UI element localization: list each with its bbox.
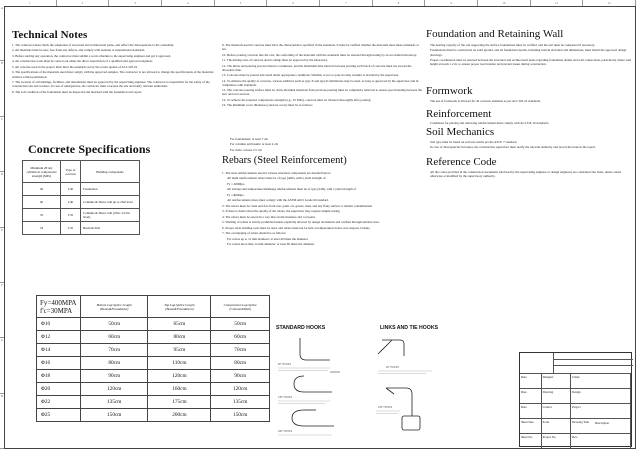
technical-note-item: 3. Before starting any operation, the contractor must submit a work schedule to the supervising engineer and get it approved. bbox=[12, 53, 171, 58]
foundation-note-item: The bearing capacity of the soil supporting the surface foundations must be verified, and the soil must be compacted if necessary. bbox=[430, 43, 595, 47]
splice-bottom-length: 150cm bbox=[81, 409, 148, 422]
spec-type: C35 bbox=[61, 222, 81, 235]
hook-180-label: 180° HOOKS bbox=[278, 430, 293, 433]
splice-top-length: 95cm bbox=[148, 344, 211, 357]
rebar-note-item: For rebars up to 12 mm diameter: at least 40 times the diameter bbox=[227, 236, 308, 241]
reference-code-title: Reference Code bbox=[426, 156, 497, 168]
hook-135-label: 135° HOOKS bbox=[278, 396, 293, 399]
sheet-row-letter: D bbox=[0, 172, 4, 227]
spec-component: Beam & Slab bbox=[81, 222, 140, 235]
splice-row bbox=[37, 357, 270, 370]
splice-top-length: 160cm bbox=[148, 383, 211, 396]
technical-note-item: 10- Before pouring concrete into the cast, the conformity of the materials with the standards must be ensured through testing by an accredited laboratory. bbox=[222, 52, 417, 57]
spec-strength: 40 bbox=[23, 196, 61, 209]
spec-type: C35 bbox=[61, 209, 81, 222]
splice-top-length: 200cm bbox=[148, 409, 211, 422]
sheet-col-number: 2 bbox=[57, 0, 110, 6]
splice-top-length: 65cm bbox=[148, 318, 211, 331]
soil-note-item: In case of discrepancies in tissues, the construction supervisor must notify the relevant authority and record the issue in the report. bbox=[430, 145, 596, 150]
sheet-col-number: 7 bbox=[320, 0, 373, 6]
splice-compression-length: 70cm bbox=[211, 344, 270, 357]
spec-component: Columns & Shear wall (25m -54 5m level) bbox=[81, 209, 140, 222]
rebar-note-item: 6- Proper rebar bending tools must be used, and rebars must not be bent at temperatures below zero degrees Celsius. bbox=[222, 225, 371, 230]
splice-compression-length: 135cm bbox=[211, 396, 270, 409]
title-block-cell: Project bbox=[571, 404, 631, 418]
technical-note-item: 13- Concrete must be poured and cured under appropriate conditions. Whether or not to pour in rainy weather is decided by the supervisor. bbox=[222, 73, 399, 78]
sheet-row-letter: C bbox=[0, 117, 4, 172]
splice-row bbox=[37, 383, 270, 396]
foundation-note-item: Proper coordination must be ensured between the structural and architectural plans regarding foundation details and wall connections, particularly where wall height exceeds 1.2 m, to ensure proper load transfer and prevent issues during construction. bbox=[430, 58, 632, 67]
splice-compression-length: 80cm bbox=[211, 357, 270, 370]
sheet-col-number: 11 bbox=[531, 0, 584, 6]
technical-note-item: 16- The minimum cover thickness (concrete cover) must be as follows: bbox=[222, 103, 313, 108]
splice-compression-length: 90cm bbox=[211, 370, 270, 383]
title-block-cell: Rev. bbox=[571, 434, 631, 448]
concrete-specifications-title: Concrete Specifications bbox=[28, 142, 151, 156]
technical-note-item: 7. The location of all buildings, facilities, and installations must be approved by the supervising engineer. The contractor is responsible for the safety of the construction site and workers. In case of emergencies, the contractor must evacuate the site and notify relevant authorities. bbox=[12, 80, 210, 89]
splice-header-bottom: Bottom Lap Splice Length (Beam&Foundation) bbox=[81, 296, 148, 318]
hook-90-label: 90° HOOKS bbox=[278, 363, 291, 366]
title-block-cell: Scale bbox=[542, 419, 571, 433]
rebar-note-item: 5- Welding of rebars is strictly prohibited unless explicitly allowed by design documents and verified through suitable tests. bbox=[222, 220, 380, 225]
standard-hooks-title: STANDARD HOOKS bbox=[276, 325, 326, 331]
technical-note-item: 4. All construction work must be carried out under the direct supervision of a qualified and approved engineer. bbox=[12, 59, 153, 64]
rebar-note-item: All stirrups and temperature/shrinkage reinforcements must be of type (AIII), with a yield strength of bbox=[227, 187, 357, 192]
tie-hooks-drawing bbox=[372, 332, 444, 437]
rebar-note-item: 3- If there is doubt about the quality of the rebars, the supervisor may request sample testing. bbox=[222, 209, 341, 214]
rebar-note-item: All reinforcement rebars must comply with the ASTM A615 Grade 60 standard. bbox=[227, 198, 329, 203]
hook-90-shape bbox=[300, 338, 330, 360]
splice-bottom-length: 50cm bbox=[81, 318, 148, 331]
sheet-row-letter: B bbox=[0, 61, 4, 116]
technical-note-item: 11- The mixing ratio of concrete and its slump must be approved by the laboratory. bbox=[222, 58, 328, 63]
technical-notes-title: Technical Notes bbox=[12, 29, 88, 41]
splice-bottom-length: 135cm bbox=[81, 396, 148, 409]
title-block-cell: Designer bbox=[542, 374, 571, 388]
splice-top-length: 175cm bbox=[148, 396, 211, 409]
title-block-cell: Date bbox=[520, 404, 542, 418]
soil-mechanics-notes bbox=[430, 140, 632, 151]
technical-note-item: 2. All materials must be new, free from any defects, and comply with national or international standards. bbox=[12, 48, 146, 53]
hook-135-shape bbox=[294, 376, 332, 392]
title-block-row bbox=[520, 418, 631, 433]
rebar-note-item: Fy =400Mpa bbox=[227, 192, 244, 197]
title-block-cell: Project No. bbox=[542, 434, 571, 448]
splice-row bbox=[37, 344, 270, 357]
splice-bottom-length: 120cm bbox=[81, 383, 148, 396]
sheet-col-number: 5 bbox=[215, 0, 268, 6]
spec-type: C30 bbox=[61, 183, 81, 196]
rebar-note-item: 2- The rebars must be clean and free from rust, paint, oil, grease, mud, and any flaky surface or similar contamination. bbox=[222, 203, 373, 208]
rebars-title: Rebars (Steel Reinforcement) bbox=[222, 155, 347, 166]
lap-splice-table bbox=[36, 295, 270, 422]
title-block-cell: Drawing Title bbox=[571, 419, 631, 433]
sheet-col-number: 1 bbox=[4, 0, 57, 6]
sheet-col-number: 9 bbox=[425, 0, 478, 6]
splice-bottom-length: 70cm bbox=[81, 344, 148, 357]
foundation-title: Foundation and Retaining Wall bbox=[426, 28, 564, 40]
splice-header-strength bbox=[37, 296, 81, 318]
soil-mechanics-title: Soil Mechanics bbox=[426, 126, 495, 138]
splice-bar-diameter: Φ10 bbox=[37, 318, 81, 331]
tie-90-label: 90° HOOKS bbox=[386, 366, 399, 369]
sheet-row-letter: G bbox=[0, 338, 4, 393]
spec-header-components: Building components bbox=[81, 161, 140, 183]
rebar-note-item: 1- The steel reinforcements used in various structural components are detailed below: bbox=[222, 171, 332, 175]
title-block-revisions bbox=[520, 353, 631, 373]
title-block-cell: Date bbox=[520, 374, 542, 388]
title-block-cell: Date bbox=[520, 389, 542, 403]
reference-note-item: All the codes provided in the construction documents (declared by the supervising engineer or design engineer) are considered the basis, unless stated otherwise or modified by the supervisory authority. bbox=[430, 170, 622, 179]
technical-note-item: 8. The soil condition of the foundation must be inspected and matched with the foundation soil report. bbox=[12, 89, 143, 94]
splice-top-length: 80cm bbox=[148, 331, 211, 344]
technical-note-item: 5. All concrete used in the project must meet the standards set by the recent update of ACI-318-19. bbox=[12, 64, 138, 69]
technical-notes-column-1 bbox=[12, 43, 218, 95]
splice-bottom-length: 80cm bbox=[81, 357, 148, 370]
spec-component: Foundation bbox=[81, 183, 140, 196]
rebar-note-item: 4- The rebars must be stored in a way that avoids moisture and corrosion. bbox=[222, 214, 316, 219]
splice-bottom-length: 60cm bbox=[81, 331, 148, 344]
title-block-cell: Control bbox=[542, 404, 571, 418]
sheet-col-number: 10 bbox=[478, 0, 531, 6]
rebars-notes bbox=[222, 171, 422, 248]
title-block-row bbox=[520, 403, 631, 418]
formwork-notes bbox=[430, 99, 632, 104]
title-block-cell: Client bbox=[571, 374, 631, 388]
tie-135-label: 135° HOOKS bbox=[378, 406, 393, 409]
spec-strength: 35 bbox=[23, 209, 61, 222]
splice-row bbox=[37, 370, 270, 383]
splice-bar-diameter: Φ16 bbox=[37, 357, 81, 370]
splice-row bbox=[37, 409, 270, 422]
splice-compression-length: 50cm bbox=[211, 318, 270, 331]
splice-row bbox=[37, 396, 270, 409]
splice-row bbox=[37, 331, 270, 344]
splice-compression-length: 150cm bbox=[211, 409, 270, 422]
title-block-cell: Sheet No. bbox=[520, 434, 542, 448]
tie-90-shape bbox=[382, 340, 404, 356]
cover-thickness-item: For foundations: at least 7 cm bbox=[230, 137, 268, 141]
title-block-row bbox=[520, 373, 631, 388]
technical-note-item: 15- The concrete pouring surface must be clean. Residual materials from previous pouring must be completely removed to ensure good bonding between the new and old concrete. bbox=[222, 88, 422, 97]
splice-compression-length: 120cm bbox=[211, 383, 270, 396]
splice-bar-diameter: Φ12 bbox=[37, 331, 81, 344]
rebar-note-item: Fy = 400Mpa bbox=[227, 181, 245, 186]
spec-row bbox=[23, 222, 140, 235]
title-block-row bbox=[520, 388, 631, 403]
sheet-col-number: 6 bbox=[267, 0, 320, 6]
splice-header-compression: Compression Lap Splice (Column&Wall) bbox=[211, 296, 270, 318]
cover-thickness-list bbox=[230, 137, 420, 153]
splice-header-top: Top Lap Splice Length (Beam&Foundation) bbox=[148, 296, 211, 318]
sheet-row-letter: H bbox=[0, 394, 4, 449]
spec-component: Columns & Shear wall up to 25m level bbox=[81, 196, 140, 209]
reinforcement-note-item: Conditions for placing and removing reinforcement must comply with ACI 318-19 standards. bbox=[430, 121, 550, 125]
title-block-cell: Drawing bbox=[542, 389, 571, 403]
concrete-specifications-table bbox=[22, 160, 140, 235]
sheet-col-number: 4 bbox=[162, 0, 215, 6]
formwork-note-item: The use of formwork is allowed for all concrete elements as per ACI 318-19 standards. bbox=[430, 99, 541, 103]
reinforcement-title: Reinforcement bbox=[426, 108, 492, 120]
rebar-note-item: All main reinforcement rebars must be of type (AIII), with a yield strength of bbox=[227, 176, 326, 181]
splice-fc: f'c=30MPA bbox=[40, 306, 73, 315]
foundation-notes bbox=[430, 43, 632, 68]
splice-bar-diameter: Φ20 bbox=[37, 383, 81, 396]
spec-row bbox=[23, 183, 140, 196]
title-block bbox=[519, 352, 632, 447]
sheet-row-letter: A bbox=[0, 6, 4, 61]
spec-header-strength: Minimum 28 day cylindrical compressive strength (MPa) bbox=[23, 161, 61, 183]
standard-hooks-drawing bbox=[270, 332, 370, 437]
title-block-row bbox=[520, 433, 631, 448]
splice-bar-diameter: Φ14 bbox=[37, 344, 81, 357]
technical-note-item: 1. The contractor must check the adaptation of structural and architectural plans, and reflect the discrepancies to the consultant. bbox=[12, 43, 175, 47]
spec-type: C40 bbox=[61, 196, 81, 209]
sheet-col-number: 12 bbox=[583, 0, 636, 6]
technical-note-item: 9- The materials used in concrete must have the characteristics specified in the standards. It must be verified whether the materials meet these standards or not. bbox=[222, 43, 419, 52]
splice-top-length: 120cm bbox=[148, 370, 211, 383]
title-block-cell: Sheet Size bbox=[520, 419, 542, 433]
technical-note-item: 6. The specifications of the materials used must comply with the approved samples. The contractor is not allowed to change the specifications of the materials without written permission. bbox=[12, 70, 214, 79]
title-block-description-label: Description bbox=[595, 421, 609, 425]
spec-header-type: Type of concrete bbox=[61, 161, 81, 183]
splice-bar-diameter: Φ22 bbox=[37, 396, 81, 409]
cover-thickness-item: For columns and beams: at least 4 cm bbox=[230, 142, 279, 147]
spec-row bbox=[23, 196, 140, 209]
sheet-row-letter: F bbox=[0, 283, 4, 338]
title-block-cell: Design bbox=[571, 389, 631, 403]
sheet-row-letter: E bbox=[0, 228, 4, 283]
tie-135-shape bbox=[386, 388, 412, 416]
links-tie-hooks-title: LINKS AND TIE HOOKS bbox=[380, 325, 439, 331]
spec-row bbox=[23, 209, 140, 222]
rebar-note-item: For rebars more than 12 mm diameter: at least 60 times the diameter bbox=[227, 242, 315, 247]
technical-note-item: 12- The mixer and pouring process must be continuous, and the maximum time interval between pouring each batch of concrete must not exceed the allowable time. bbox=[222, 63, 412, 72]
sheet-col-number: 3 bbox=[109, 0, 162, 6]
splice-bar-diameter: Φ18 bbox=[37, 370, 81, 383]
soil-note-item: Soil type must be based on soil test results per the ASCE 7 standard. bbox=[430, 140, 518, 144]
technical-note-item: 14- To enhance the quality of concrete, various additives such as type X and type D admixtures may be used, as long as approved by the supervisor and in compliance with standards. bbox=[222, 78, 419, 87]
formwork-title: Formwork bbox=[426, 85, 473, 97]
splice-bar-diameter: Φ25 bbox=[37, 409, 81, 422]
spec-strength: 30 bbox=[23, 183, 61, 196]
technical-notes-column-2 bbox=[222, 43, 422, 109]
reference-code-notes bbox=[430, 170, 632, 180]
splice-row bbox=[37, 318, 270, 331]
foundation-note-item: Foundations must be constructed on solid ground, and all foundation details, including bottom elevation and dimensions, must match the approved design drawings. bbox=[430, 48, 627, 57]
sheet-col-number: 8 bbox=[373, 0, 426, 6]
technical-note-item: 16- To achieve the required compressive strength (e.g., 25 MPa), concrete must be vibrated thoroughly after pouring. bbox=[222, 97, 372, 102]
splice-bottom-length: 90cm bbox=[81, 370, 148, 383]
cover-thickness-item: For slabs: at least 2.5 cm bbox=[230, 147, 262, 152]
splice-compression-length: 60cm bbox=[211, 331, 270, 344]
splice-top-length: 110cm bbox=[148, 357, 211, 370]
rebar-note-item: 7- The overlapping of rebars should be as follows: bbox=[222, 231, 287, 236]
hook-180-shape bbox=[292, 410, 334, 426]
spec-strength: 33 bbox=[23, 222, 61, 235]
splice-fy: Fy=400MPA bbox=[40, 298, 77, 307]
